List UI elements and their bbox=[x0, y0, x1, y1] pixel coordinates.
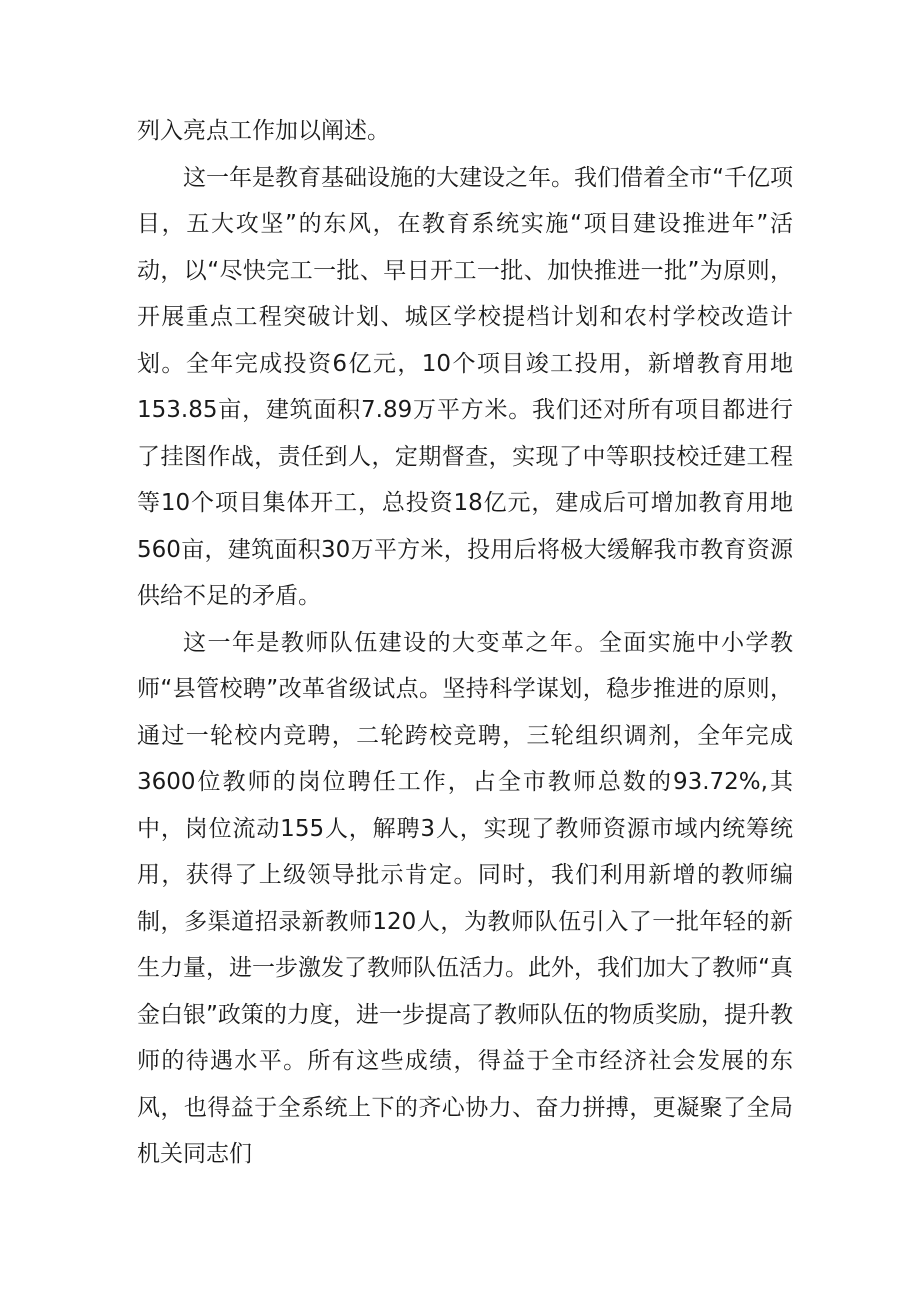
paragraph-continuation: 列入亮点工作加以阐述。 bbox=[137, 118, 390, 144]
paragraph-infrastructure: 这一年是教育基础设施的大建设之年。我们借着全市“千亿项目，五大攻坚”的东风，在教育系统实施“项目建设推进年”活动，以“尽快完工一批、早日开工一批、加快推进一批”为原则，开展重点工程突破计划、城区学校提档计划和农村学校改造计划。全年完成投资6亿元，10个项目竣工投用，新增教育用地153.85亩，建筑面积7.89万平方米。我们还对所有项目都进行了挂图作战，责任到人，定期督查，实现了中等职技校迁建工程等10个项目集体开工，总投资18亿元，建成后可增加教育用地560亩，建筑面积30万平方米，投用后将极大缓解我市教育资源供给不足的矛盾。 bbox=[137, 164, 793, 609]
paragraph-teacher-reform: 这一年是教师队伍建设的大变革之年。全面实施中小学教师“县管校聘”改革省级试点。坚持科学谋划，稳步推进的原则，通过一轮校内竞聘，二轮跨校竞聘，三轮组织调剂，全年完成3600位教师的岗位聘任工作，占全市教师总数的93.72%,其中，岗位流动155人，解聘3人，实现了教师资源市域内统筹统用，获得了上级领导批示肯定。同时，我们利用新增的教师编制，多渠道招录新教师120人，为教师队伍引入了一批年轻的新生力量，进一步激发了教师队伍活力。此外，我们加大了教师“真金白银”政策的力度，进一步提高了教师队伍的物质奖励，提升教师的待遇水平。所有这些成绩，得益于全市经济社会发展的东风，也得益于全系统上下的齐心协力、奋力拼搏，更凝聚了全局机关同志们 bbox=[137, 629, 793, 1167]
document-body bbox=[137, 108, 793, 1178]
